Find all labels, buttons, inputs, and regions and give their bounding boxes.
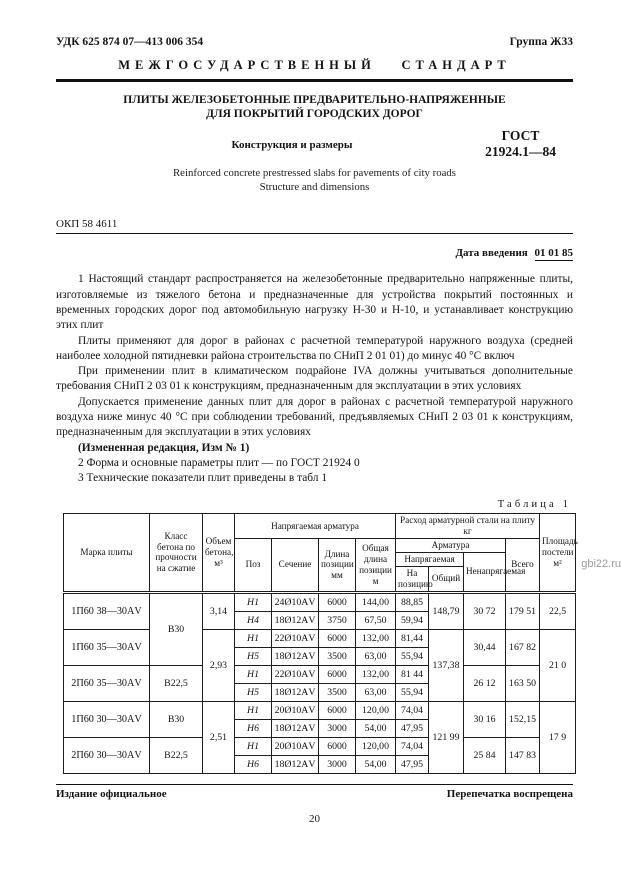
cell-length: 6000: [319, 737, 356, 755]
page-number: 20: [309, 812, 320, 825]
cell-non-prestressed: 30,44: [464, 629, 506, 665]
col-header-pos-length: Длина позиции мм: [319, 539, 356, 592]
cell-per-position: 81,44: [396, 629, 429, 647]
udk-row: [56, 36, 573, 48]
cell-pos: Н1: [235, 665, 272, 683]
paragraph-form-params: 2 Форма и основные параметры плит — по ГОСТ 21924 0: [78, 456, 360, 469]
col-header-mark: Марка плиты: [64, 514, 150, 592]
cell-length: 3000: [319, 719, 356, 737]
gost-number-block: [468, 128, 573, 159]
table-row: [64, 737, 576, 755]
title-english-line1: Reinforced concrete prestressed slabs for pavements of city roads: [172, 167, 456, 180]
group-code: Группа Ж33: [509, 36, 573, 48]
document-title-line2: ДЛЯ ПОКРЫТИЙ ГОРОДСКИХ ДОРОГ: [206, 108, 423, 121]
cell-per-position: 55,94: [396, 647, 429, 665]
cell-non-prestressed: 30 72: [464, 592, 506, 629]
group-header-steel-consumption: Расход арматурной стали на плиту кг: [396, 514, 540, 539]
paragraph-revision-note: (Измененная редакция, Изм № 1): [78, 441, 250, 454]
specs-table: [63, 513, 576, 773]
cell-overall: 147 83: [506, 737, 540, 773]
cell-concrete-class: В22,5: [150, 665, 203, 701]
cell-non-prestressed: 26 12: [464, 665, 506, 701]
paragraph-low-temp: Допускается применение данных плит для дорог в районах с расчетной температурой наружного воздуха ниже минус 40 °С при соблюдении требований, предъявляемых СНиП 2 03 01 к конструкциям, предназначенным для эксплуатации в этих условиях: [56, 395, 573, 439]
cell-per-position: 47,95: [396, 755, 429, 773]
cell-length: 3500: [319, 647, 356, 665]
cell-total-length: 63,00: [356, 647, 396, 665]
paragraph-tech-indicators: 3 Технические показатели плит приведены в табл 1: [78, 472, 328, 485]
col-header-volume: Объем бетона, м³: [203, 514, 235, 592]
cell-section: 20Ø10АV: [272, 701, 319, 719]
cell-overall: 163 50: [506, 665, 540, 701]
cell-volume: 3,14: [203, 592, 235, 629]
cell-section: 24Ø10АV: [272, 592, 319, 611]
standard-type-heading: МЕЖГОСУДАРСТВЕННЫЙ СТАНДАРТ: [118, 58, 511, 72]
cell-total-length: 63,00: [356, 683, 396, 701]
cell-concrete-class: В30: [150, 592, 203, 665]
table-body: [64, 592, 576, 773]
cell-bed-area: 17 9: [540, 701, 576, 773]
cell-length: 6000: [319, 629, 356, 647]
table-row: [64, 592, 576, 611]
gost-number: 21924.1—84: [485, 143, 556, 159]
cell-length: 6000: [319, 665, 356, 683]
footer-row: [56, 788, 573, 800]
cell-bed-area: 21 0: [540, 629, 576, 701]
document-title-line1: ПЛИТЫ ЖЕЛЕЗОБЕТОННЫЕ ПРЕДВАРИТЕЛЬНО-НАПРЯЖЕННЫЕ: [123, 93, 506, 106]
cell-volume: 2,51: [203, 701, 235, 773]
col-header-total: Общий: [429, 566, 464, 592]
cell-pos: Н4: [235, 611, 272, 629]
cell-section: 18Ø12АV: [272, 755, 319, 773]
reprint-forbidden-label: Перепечатка воспрещена: [446, 787, 573, 800]
cell-length: 6000: [319, 701, 356, 719]
paragraph-climate: При применении плит в климатическом подрайоне IVA должны учитываться дополнительные требования СНиП 2 03 01 к конструкциям, предназначенным для эксплуатации в этих условиях: [56, 365, 573, 393]
subtitle-row: [56, 128, 573, 159]
cell-concrete-class: В30: [150, 701, 203, 737]
cell-total-length: 132,00: [356, 665, 396, 683]
cell-section: 18Ø12АV: [272, 611, 319, 629]
cell-section: 18Ø12АV: [272, 683, 319, 701]
cell-total-length: 67,50: [356, 611, 396, 629]
col-header-bed-area: Площадь постели м²: [540, 514, 576, 592]
cell-per-position: 74,04: [396, 737, 429, 755]
watermark-text: gbi22.ru: [581, 558, 621, 570]
cell-pos: Н5: [235, 647, 272, 665]
udk-code: УДК 625 874 07—413 006 354: [56, 36, 204, 48]
introduction-date: [56, 247, 573, 259]
cell-overall: 167 82: [506, 629, 540, 665]
cell-length: 3000: [319, 755, 356, 773]
col-header-pos: Поз: [235, 539, 272, 592]
document-title: [56, 93, 573, 123]
table-row: [64, 701, 576, 719]
cell-per-position: 59,94: [396, 611, 429, 629]
introduction-date-value: 01 01 85: [534, 247, 573, 260]
gost-label: ГОСТ: [501, 128, 540, 144]
table-header-row: [64, 514, 576, 539]
cell-length: 3500: [319, 683, 356, 701]
col-header-non-prestressed: Ненапрягаемая: [464, 552, 506, 592]
okp-rule: [56, 233, 573, 234]
cell-total-length: 132,00: [356, 629, 396, 647]
cell-pos: Н1: [235, 701, 272, 719]
cell-overall: 179 51: [506, 592, 540, 629]
cell-mark: 2П60 35—30АV: [64, 665, 150, 701]
cell-prestressed-total: 148,79: [429, 592, 464, 629]
cell-pos: Н1: [235, 737, 272, 755]
table-row: [64, 629, 576, 647]
cell-total-length: 54,00: [356, 755, 396, 773]
paragraph-application: Плиты применяют для дорог в районах с расчетной температурой наружного воздуха (средней наиболее холодной пятидневки района строительства по СНиП 2 01 01) до минус 40 °С включ: [56, 334, 573, 362]
cell-section: 18Ø12АV: [272, 719, 319, 737]
cell-total-length: 120,00: [356, 737, 396, 755]
cell-total-length: 120,00: [356, 701, 396, 719]
cell-mark: 1П60 30—30АV: [64, 701, 150, 737]
col-header-overall: Всего: [506, 539, 540, 592]
cell-concrete-class: В22,5: [150, 737, 203, 773]
cell-non-prestressed: 30 16: [464, 701, 506, 737]
cell-section: 22Ø10АV: [272, 665, 319, 683]
cell-mark: 2П60 30—30АV: [64, 737, 150, 773]
cell-per-position: 81 44: [396, 665, 429, 683]
cell-section: 22Ø10АV: [272, 629, 319, 647]
cell-prestressed-total: 121 99: [429, 701, 464, 773]
cell-pos: Н6: [235, 755, 272, 773]
col-header-pos-total-length: Общая длина позиции м: [356, 539, 396, 592]
cell-section: 18Ø12АV: [272, 647, 319, 665]
cell-non-prestressed: 25 84: [464, 737, 506, 773]
group-header-armature: Арматура: [396, 539, 506, 553]
table-header: [64, 514, 576, 592]
cell-total-length: 144,00: [356, 592, 396, 611]
group-header-prestressed-reinforcement: Напрягаемая арматура: [235, 514, 396, 539]
cell-total-length: 54,00: [356, 719, 396, 737]
cell-section: 20Ø10АV: [272, 737, 319, 755]
cell-bed-area: 22,5: [540, 592, 576, 629]
okp-code: ОКП 58 4611: [56, 218, 118, 231]
col-header-section: Сечение: [272, 539, 319, 592]
cell-overall: 152,15: [506, 701, 540, 737]
title-english: [56, 166, 573, 194]
subtitle-ru: Конструкция и размеры: [231, 139, 353, 152]
cell-per-position: 55,94: [396, 683, 429, 701]
cell-mark: 1П60 35—30АV: [64, 629, 150, 665]
table-row: [64, 665, 576, 683]
col-header-per-position: На позицию: [396, 566, 429, 592]
table-caption: Таблица 1: [497, 499, 571, 511]
cell-per-position: 88,85: [396, 592, 429, 611]
heading-rule: [56, 79, 573, 82]
cell-length: 6000: [319, 592, 356, 611]
cell-length: 3750: [319, 611, 356, 629]
footer-rule: [56, 784, 573, 785]
body-text: [56, 272, 573, 486]
cell-pos: Н5: [235, 683, 272, 701]
col-header-concrete-class: Класс бетона по прочности на сжатие: [150, 514, 203, 592]
cell-mark: 1П60 38—30АV: [64, 592, 150, 629]
paragraph-scope: 1 Настоящий стандарт распространяется на железобетонные предварительно напряженные плиты, изготовляемые из тяжелого бетона и предназначенные для устройства покрытий постоянных и временных городских дорог под автомобильную нагрузку Н-30 и Н-10, и устанавливает конструкцию этих плит: [56, 273, 573, 332]
cell-pos: Н6: [235, 719, 272, 737]
cell-per-position: 47,95: [396, 719, 429, 737]
cell-pos: Н1: [235, 592, 272, 611]
cell-prestressed-total: 137,38: [429, 629, 464, 701]
cell-volume: 2,93: [203, 629, 235, 701]
official-edition-label: Издание официальное: [56, 787, 167, 800]
cell-per-position: 74,04: [396, 701, 429, 719]
cell-pos: Н1: [235, 629, 272, 647]
group-header-prestressed: Напрягаемая: [396, 552, 464, 566]
title-english-line2: Structure and dimensions: [259, 181, 370, 194]
introduction-date-label: Дата введения: [455, 247, 528, 260]
